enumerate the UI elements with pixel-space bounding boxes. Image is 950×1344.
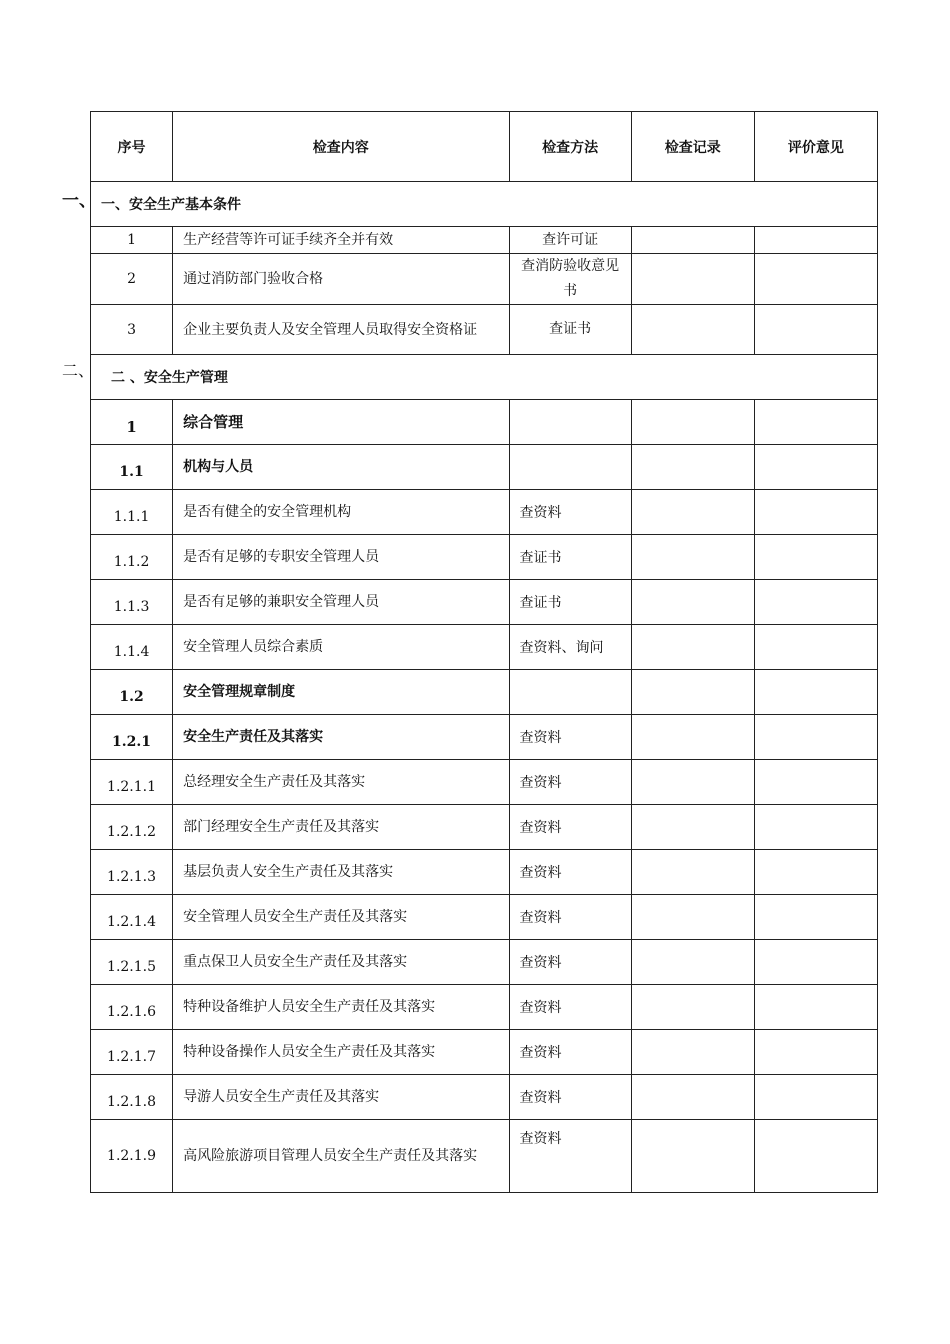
row-method: 查资料、询问 bbox=[509, 625, 631, 670]
row-opinion bbox=[754, 400, 877, 445]
row-method: 查资料 bbox=[509, 940, 631, 985]
row-seq: 1.2 bbox=[91, 670, 173, 715]
row-content: 基层负责人安全生产责任及其落实 bbox=[173, 850, 509, 895]
row-content: 特种设备操作人员安全生产责任及其落实 bbox=[173, 1030, 509, 1075]
row-opinion bbox=[754, 1075, 877, 1120]
table-row bbox=[91, 1120, 878, 1193]
row-content: 生产经营等许可证手续齐全并有效 bbox=[173, 227, 509, 254]
table-row bbox=[91, 400, 878, 445]
row-opinion bbox=[754, 1120, 877, 1193]
row-opinion bbox=[754, 760, 877, 805]
row-record bbox=[631, 985, 754, 1030]
table-row bbox=[91, 535, 878, 580]
row-record bbox=[631, 1120, 754, 1193]
row-record bbox=[631, 1030, 754, 1075]
row-method bbox=[509, 445, 631, 490]
row-seq: 1.2.1.4 bbox=[91, 895, 173, 940]
section-2-title: 二 、安全生产管理 bbox=[91, 355, 878, 400]
row-opinion bbox=[754, 254, 877, 305]
row-seq: 1.2.1.7 bbox=[91, 1030, 173, 1075]
row-record bbox=[631, 760, 754, 805]
table-row bbox=[91, 985, 878, 1030]
row-opinion bbox=[754, 940, 877, 985]
row-seq: 1.2.1.1 bbox=[91, 760, 173, 805]
section-1-margin-label: 一、 bbox=[62, 191, 96, 211]
row-record bbox=[631, 715, 754, 760]
table-row bbox=[91, 805, 878, 850]
table-row bbox=[91, 227, 878, 254]
table-row bbox=[91, 715, 878, 760]
row-content: 是否有足够的兼职安全管理人员 bbox=[173, 580, 509, 625]
row-opinion bbox=[754, 1030, 877, 1075]
row-opinion bbox=[754, 670, 877, 715]
row-method: 查证书 bbox=[509, 305, 631, 355]
row-seq: 1.1.2 bbox=[91, 535, 173, 580]
row-method: 查资料 bbox=[509, 850, 631, 895]
table-row bbox=[91, 850, 878, 895]
table-row bbox=[91, 670, 878, 715]
row-record bbox=[631, 227, 754, 254]
row-opinion bbox=[754, 985, 877, 1030]
row-content: 重点保卫人员安全生产责任及其落实 bbox=[173, 940, 509, 985]
inspection-table bbox=[90, 111, 878, 1193]
row-content: 是否有健全的安全管理机构 bbox=[173, 490, 509, 535]
section-1-title: 一、安全生产基本条件 bbox=[91, 182, 878, 227]
row-content: 安全管理规章制度 bbox=[173, 670, 509, 715]
table-row bbox=[91, 580, 878, 625]
row-seq: 1 bbox=[91, 227, 173, 254]
row-method: 查资料 bbox=[509, 805, 631, 850]
row-record bbox=[631, 625, 754, 670]
row-method: 查消防验收意见书 bbox=[509, 254, 631, 305]
row-method: 查资料 bbox=[509, 1120, 631, 1193]
row-method: 查许可证 bbox=[509, 227, 631, 254]
row-seq: 1.2.1.3 bbox=[91, 850, 173, 895]
section-2-margin-label: 二、 bbox=[62, 361, 95, 380]
row-record bbox=[631, 940, 754, 985]
row-record bbox=[631, 305, 754, 355]
row-record bbox=[631, 670, 754, 715]
table-row bbox=[91, 895, 878, 940]
row-opinion bbox=[754, 805, 877, 850]
row-opinion bbox=[754, 625, 877, 670]
row-seq: 1 bbox=[91, 400, 173, 445]
row-seq: 1.1.3 bbox=[91, 580, 173, 625]
row-method: 查资料 bbox=[509, 760, 631, 805]
row-method: 查资料 bbox=[509, 715, 631, 760]
header-opinion: 评价意见 bbox=[754, 112, 877, 182]
row-seq: 1.2.1.8 bbox=[91, 1075, 173, 1120]
header-row bbox=[91, 112, 878, 182]
row-content: 高风险旅游项目管理人员安全生产责任及其落实 bbox=[173, 1120, 509, 1193]
row-opinion bbox=[754, 305, 877, 355]
row-opinion bbox=[754, 535, 877, 580]
row-seq: 1.1 bbox=[91, 445, 173, 490]
row-seq: 1.2.1.9 bbox=[91, 1120, 173, 1193]
row-opinion bbox=[754, 895, 877, 940]
table-row bbox=[91, 760, 878, 805]
table-row bbox=[91, 1030, 878, 1075]
row-method bbox=[509, 400, 631, 445]
row-seq: 1.2.1.5 bbox=[91, 940, 173, 985]
row-content: 安全管理人员安全生产责任及其落实 bbox=[173, 895, 509, 940]
section-row bbox=[91, 355, 878, 400]
header-method: 检查方法 bbox=[509, 112, 631, 182]
row-method: 查资料 bbox=[509, 1075, 631, 1120]
row-record bbox=[631, 805, 754, 850]
table-row bbox=[91, 445, 878, 490]
table-row bbox=[91, 940, 878, 985]
row-method: 查资料 bbox=[509, 490, 631, 535]
row-record bbox=[631, 254, 754, 305]
row-record bbox=[631, 400, 754, 445]
row-content: 部门经理安全生产责任及其落实 bbox=[173, 805, 509, 850]
row-record bbox=[631, 580, 754, 625]
row-seq: 2 bbox=[91, 254, 173, 305]
row-seq: 1.1.1 bbox=[91, 490, 173, 535]
row-content: 机构与人员 bbox=[173, 445, 509, 490]
row-record bbox=[631, 490, 754, 535]
row-opinion bbox=[754, 850, 877, 895]
row-content: 是否有足够的专职安全管理人员 bbox=[173, 535, 509, 580]
row-seq: 1.2.1.6 bbox=[91, 985, 173, 1030]
row-content: 特种设备维护人员安全生产责任及其落实 bbox=[173, 985, 509, 1030]
section-row bbox=[91, 182, 878, 227]
row-content: 综合管理 bbox=[173, 400, 509, 445]
row-method: 查资料 bbox=[509, 895, 631, 940]
row-seq: 1.1.4 bbox=[91, 625, 173, 670]
row-seq: 3 bbox=[91, 305, 173, 355]
row-opinion bbox=[754, 227, 877, 254]
row-record bbox=[631, 1075, 754, 1120]
table-row bbox=[91, 254, 878, 305]
row-method: 查资料 bbox=[509, 1030, 631, 1075]
row-record bbox=[631, 445, 754, 490]
row-opinion bbox=[754, 445, 877, 490]
row-content: 通过消防部门验收合格 bbox=[173, 254, 509, 305]
row-opinion bbox=[754, 580, 877, 625]
header-seq: 序号 bbox=[91, 112, 173, 182]
row-record bbox=[631, 895, 754, 940]
header-record: 检查记录 bbox=[631, 112, 754, 182]
table-row bbox=[91, 305, 878, 355]
row-seq: 1.2.1 bbox=[91, 715, 173, 760]
row-content: 总经理安全生产责任及其落实 bbox=[173, 760, 509, 805]
row-opinion bbox=[754, 715, 877, 760]
row-opinion bbox=[754, 490, 877, 535]
table-row bbox=[91, 1075, 878, 1120]
row-record bbox=[631, 535, 754, 580]
row-content: 企业主要负责人及安全管理人员取得安全资格证 bbox=[173, 305, 509, 355]
row-method: 查资料 bbox=[509, 985, 631, 1030]
row-content: 导游人员安全生产责任及其落实 bbox=[173, 1075, 509, 1120]
row-method: 查证书 bbox=[509, 580, 631, 625]
row-content: 安全管理人员综合素质 bbox=[173, 625, 509, 670]
row-record bbox=[631, 850, 754, 895]
header-content: 检查内容 bbox=[173, 112, 509, 182]
row-content: 安全生产责任及其落实 bbox=[173, 715, 509, 760]
row-method bbox=[509, 670, 631, 715]
table-row bbox=[91, 625, 878, 670]
table-row bbox=[91, 490, 878, 535]
row-seq: 1.2.1.2 bbox=[91, 805, 173, 850]
row-method: 查证书 bbox=[509, 535, 631, 580]
